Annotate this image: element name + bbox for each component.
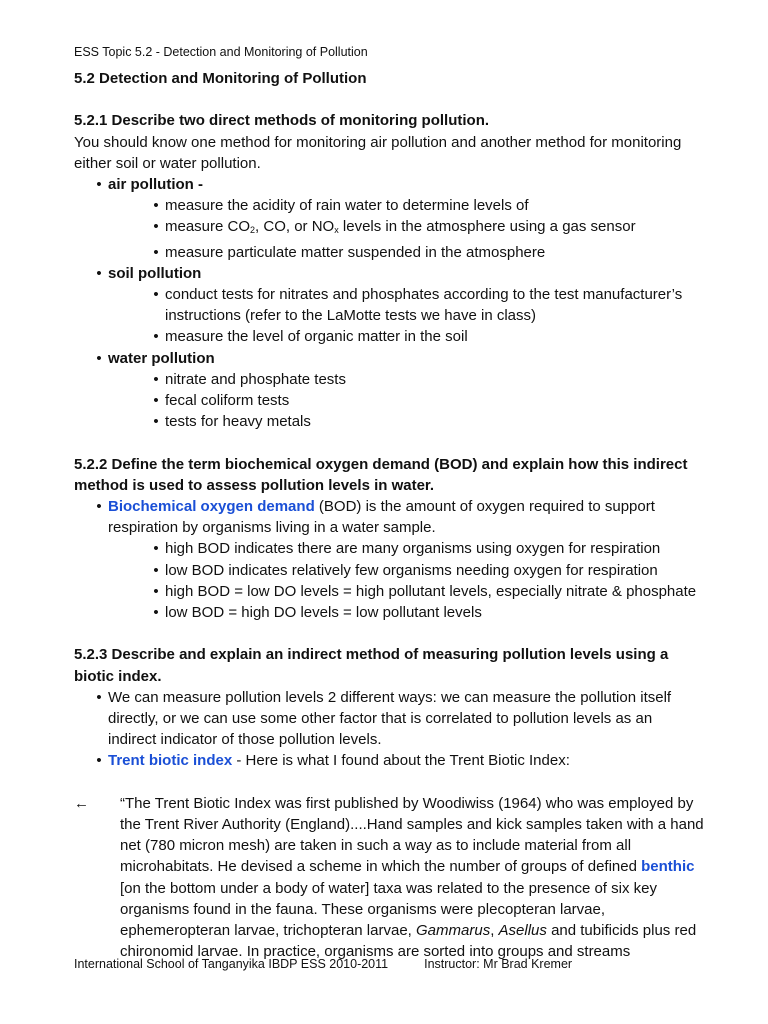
trent-index-quote: [74, 793, 704, 963]
benthic-link[interactable]: benthic: [641, 858, 695, 876]
list-item-text: measure the acidity of rain water to determine levels of: [165, 197, 529, 215]
list-item: [142, 242, 704, 263]
footer-instructor: Instructor: Mr Brad Kremer: [424, 957, 573, 971]
left-arrow-icon: ←: [74, 794, 89, 812]
sub-list: [108, 369, 704, 433]
bullet-icon: •: [153, 243, 159, 261]
subscript: 2: [250, 225, 256, 236]
list-item-text: (BOD) is the amount of oxygen required to support respiration by organisms living in a water sample.: [108, 498, 655, 537]
bullet-icon: •: [153, 218, 159, 236]
bullet-icon: •: [96, 176, 102, 193]
list-item: [74, 687, 704, 751]
bullet-icon: •: [96, 264, 102, 282]
quote-text: “The Trent Biotic Index was first published by Woodiwiss (1964) who was employed by the Trent River Authority (England)....Hand samples and kick samples taken with a hand net (780 micron mesh) are taken in such a way as to include material from all microhabitats. He devised a scheme in which the number of groups of defined: [120, 794, 704, 876]
document-body: [74, 68, 704, 962]
list-item: [142, 538, 704, 559]
list-item-text: measure particulate matter suspended in the atmosphere: [165, 243, 546, 261]
bod-link[interactable]: Biochemical oxygen demand: [108, 498, 315, 516]
sub-list: [108, 284, 704, 348]
bullet-icon: •: [153, 370, 159, 388]
bullet-icon: •: [153, 392, 159, 410]
list-item: [142, 560, 704, 581]
list-item-text: We can measure pollution levels 2 different ways: we can measure the pollution itself directly, or we can use some other factor that is correlated to pollution levels as an indirect indicator of those pollution levels.: [108, 688, 672, 749]
list-item: [74, 263, 704, 348]
list-item: [142, 326, 704, 347]
list-item-text: fecal coliform tests: [165, 392, 290, 410]
list-item-text: high BOD = low DO levels = high pollutant levels, especially nitrate & phosphate: [165, 582, 697, 600]
bullet-icon: •: [153, 197, 159, 215]
list-item-text: levels in the atmosphere using a gas sensor: [338, 218, 636, 236]
list-item-text: measure the level of organic matter in the soil: [165, 328, 468, 346]
bullet-icon: •: [96, 498, 102, 516]
category-label: water pollution: [108, 349, 215, 367]
biotic-index-list: [74, 687, 704, 772]
list-item: [142, 581, 704, 602]
list-item-text: tests for heavy metals: [165, 413, 311, 431]
category-label: soil pollution: [108, 264, 202, 282]
list-item: [142, 216, 704, 241]
list-item: [74, 750, 704, 771]
footer-school: International School of Tanganyika IBDP ESS 2010-2011: [74, 957, 389, 971]
quote-text: and tubificids plus red chironomid larvae. In practice, organisms are sorted into groups and streams: [120, 922, 697, 961]
bullet-icon: •: [96, 688, 102, 706]
list-item: [142, 284, 704, 326]
bullet-icon: •: [96, 349, 102, 367]
subscript: x: [334, 225, 339, 236]
running-header: ESS Topic 5.2 - Detection and Monitoring of Pollution: [74, 45, 368, 59]
list-item: [142, 369, 704, 390]
section-heading-5-2-1: 5.2.1 Describe two direct methods of monitoring pollution.: [74, 112, 490, 130]
list-item: [74, 348, 704, 433]
quote-text: ,: [490, 922, 499, 940]
list-item-text: - Here is what I found about the Trent Biotic Index:: [232, 752, 570, 770]
section-intro: You should know one method for monitoring air pollution and another method for monitoring either soil or water pollution.: [74, 133, 682, 172]
taxon-name: Gammarus: [416, 922, 491, 940]
bullet-icon: •: [153, 540, 159, 558]
bullet-icon: •: [153, 328, 159, 346]
trent-biotic-index-link[interactable]: Trent biotic index: [108, 752, 233, 770]
page-footer: [74, 957, 572, 971]
quote-text: [on the bottom under a body of water] taxa was related to the presence of six key organisms found in the fauna. These organisms were plecopteran larvae, ephemeropteran larvae, trichopteran larvae,: [120, 879, 657, 940]
section-heading-5-2-3: 5.2.3 Describe and explain an indirect method of measuring pollution levels using a biotic index.: [74, 646, 669, 685]
sub-list: [108, 538, 704, 623]
list-item-text: , CO, or NO: [255, 218, 335, 236]
list-item-text: conduct tests for nitrates and phosphates according to the test manufacturer’s instructions (refer to the LaMotte tests we have in class): [165, 286, 683, 325]
category-label: air pollution -: [108, 176, 203, 193]
bod-list: [74, 496, 704, 623]
sub-list: [108, 195, 704, 263]
list-item: [74, 174, 704, 263]
bullet-icon: •: [153, 604, 159, 622]
taxon-name: Asellus: [498, 922, 547, 940]
list-item-text: nitrate and phosphate tests: [165, 370, 346, 388]
list-item-text: high BOD indicates there are many organisms using oxygen for respiration: [165, 540, 661, 558]
list-item: [142, 602, 704, 623]
bullet-icon: •: [153, 286, 159, 304]
bullet-icon: •: [153, 561, 159, 579]
list-item: [142, 390, 704, 411]
bullet-icon: •: [96, 752, 102, 770]
monitoring-methods-list: [74, 174, 704, 432]
list-item-text: low BOD indicates relatively few organisms needing oxygen for respiration: [165, 561, 658, 579]
bullet-icon: •: [153, 413, 159, 431]
section-heading-5-2-2: 5.2.2 Define the term biochemical oxygen demand (BOD) and explain how this indirect method is used to assess pollution levels in water.: [74, 455, 688, 494]
list-item: [142, 195, 704, 216]
page-title: 5.2 Detection and Monitoring of Pollution: [74, 70, 367, 87]
list-item-text: low BOD = high DO levels = low pollutant levels: [165, 604, 482, 622]
list-item-text: measure CO: [165, 218, 251, 236]
bullet-icon: •: [153, 582, 159, 600]
list-item: [74, 496, 704, 623]
list-item: [142, 411, 704, 432]
